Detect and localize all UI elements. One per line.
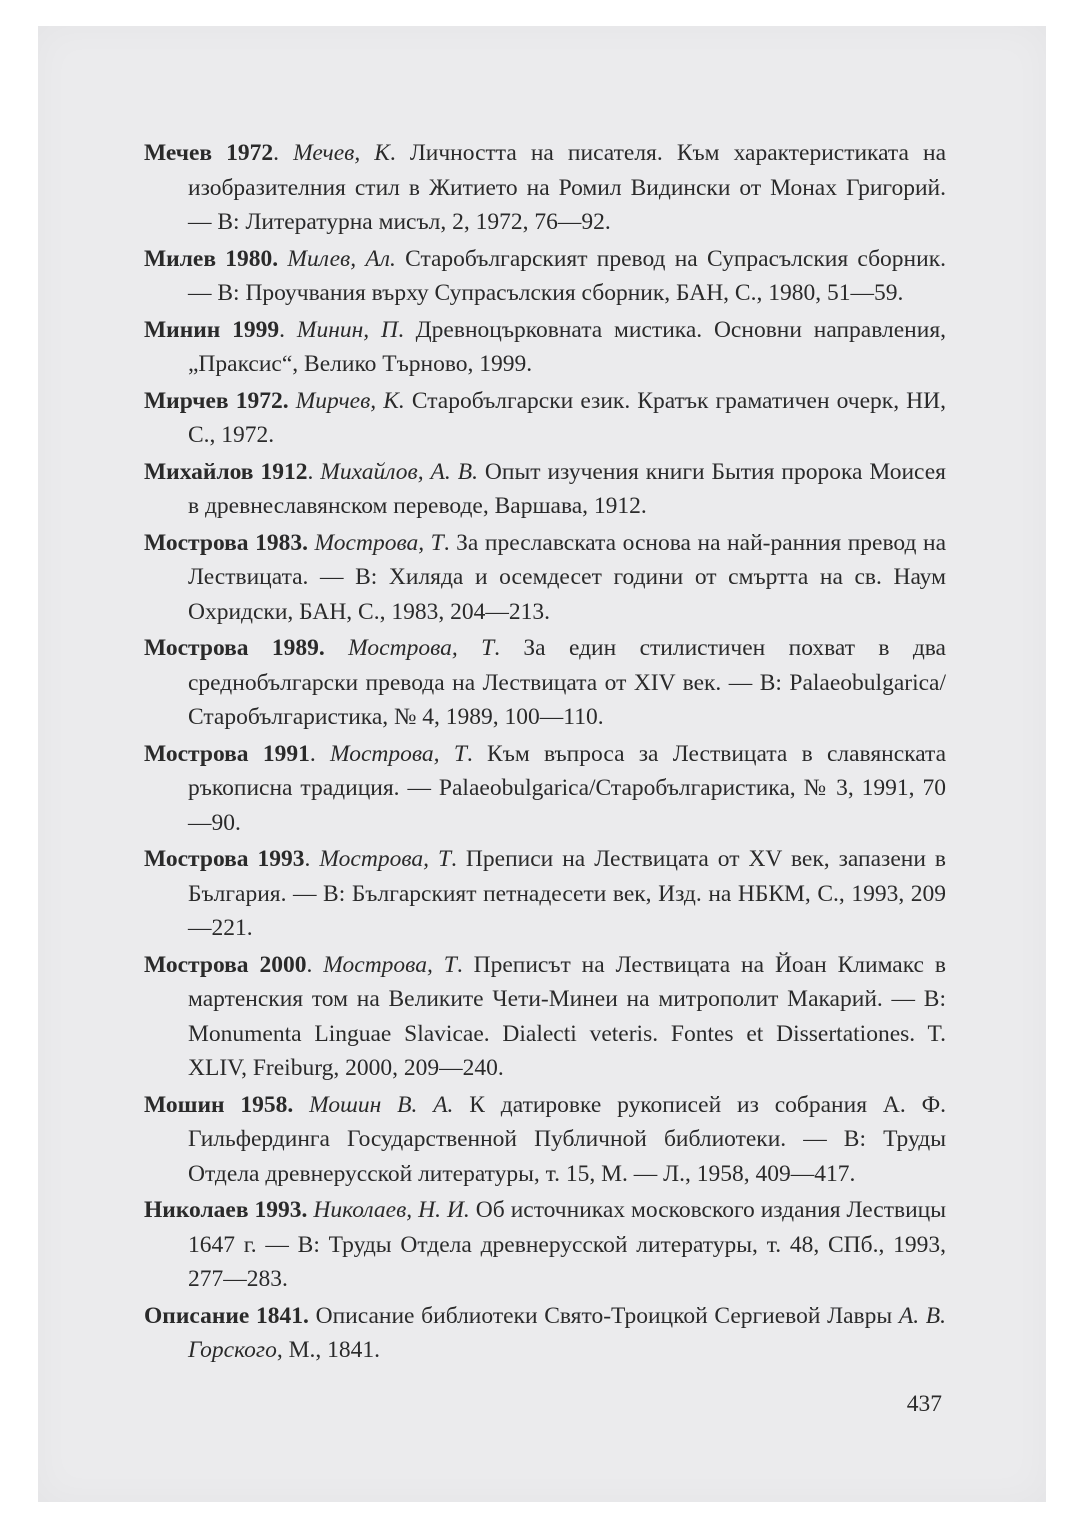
- entry-author: Мострова, Т: [323, 951, 457, 978]
- bibliography-entry-mikhaylov-1912: [144, 455, 946, 524]
- bibliography-entry-nikolaev-1993: [144, 1193, 946, 1297]
- entry-author: А. В. Горского: [188, 1302, 947, 1363]
- entry-key-punctuation: .: [304, 846, 320, 872]
- entry-key-punctuation: .: [306, 951, 324, 978]
- entry-key: Мирчев 1972.: [144, 387, 289, 414]
- bibliography-list: [144, 136, 946, 1370]
- entry-author: Михайлов, А. В.: [320, 458, 478, 485]
- entry-key-punctuation: [325, 635, 348, 661]
- bibliography-entry-mostrova-2000: [144, 948, 946, 1086]
- page-number: 437: [906, 1391, 942, 1417]
- entry-key-punctuation: [309, 1303, 316, 1329]
- entry-key-punctuation: [293, 1092, 309, 1118]
- entry-key: Николаев 1993.: [144, 1197, 308, 1223]
- entry-text: Старобългарски език. Кратък граматичен очерк, НИ, С., 1972.: [188, 387, 946, 448]
- entry-author: Мострова, Т: [314, 529, 444, 556]
- entry-key: Мострова 1993: [144, 846, 305, 872]
- entry-text: Об источниках московского издания Лествицы 1647 г. — В: Труды Отдела древнерусской литературы, т. 48, СПб., 1993, 277—283.: [188, 1197, 947, 1292]
- entry-author: Мострова, Т: [330, 740, 467, 767]
- entry-key: Мечев 1972: [144, 140, 274, 166]
- entry-text: . Преписът на Лествицата на Йоан Климакс в мартенския том на Великите Чети-Минеи на митрополит Макарий. — В: Monumenta Linguae Slavicae. Dialecti veteris. Fontes et Dissertationes. T. XLIV, Freiburg, 2000, 209—240.: [188, 951, 946, 1081]
- entry-author: Мострова, Т: [319, 846, 452, 872]
- entry-text: Описание библиотеки Свято-Троицкой Сергиевой Лавры: [315, 1302, 899, 1329]
- entry-key-punctuation: .: [307, 458, 321, 485]
- entry-key-punctuation: .: [279, 316, 297, 343]
- entry-key: Описание 1841.: [144, 1302, 309, 1329]
- bibliography-entry-minin-1999: [144, 313, 946, 382]
- entry-key-punctuation: .: [309, 740, 330, 767]
- entry-text: . Преписи на Лествицата от XV век, запазени в България. — В: Българският петнадесети век, Изд. на НБКМ, С., 1993, 209—221.: [188, 846, 946, 941]
- entry-author: Николаев, Н. И.: [313, 1197, 470, 1223]
- entry-key-punctuation: [289, 388, 296, 414]
- entry-text-continued: , М., 1841.: [276, 1337, 381, 1363]
- entry-key: Мострова 1983.: [144, 529, 308, 556]
- entry-text: . За един стилистичен похват в два среднобългарски превода на Лествицата от XIV век. — В: Palaeobulgarica/Старобългаристика, № 4, 1989, 100—110.: [188, 635, 946, 730]
- entry-text: . Древноцърковната мистика. Основни направления, „Праксис“, Велико Търново, 1999.: [188, 316, 946, 377]
- bibliography-entry-milev-1980: [144, 242, 946, 311]
- entry-text: Старобългарският превод на Супрасълския сборник. — В: Проучвания върху Супрасълския сборник, БАН, С., 1980, 51—59.: [188, 245, 947, 306]
- entry-key: Мострова 1989.: [144, 635, 325, 661]
- entry-text: . Личността на писателя. Към характеристиката на изобразителния стил в Житието на Ромил Видински от Монах Григорий. — В: Литературна мисъл, 2, 1972, 76—92.: [188, 140, 947, 235]
- bibliography-entry-mostrova-1991: [144, 737, 946, 841]
- bibliography-entry-mostrova-1989: [144, 631, 946, 735]
- entry-key: Милев 1980.: [144, 245, 279, 272]
- entry-key: Мострова 1991: [144, 740, 310, 767]
- bibliography-entry-mirchev-1972: [144, 384, 946, 453]
- entry-key-punctuation: .: [273, 140, 294, 166]
- entry-author: Милев, Ал.: [287, 245, 396, 272]
- bibliography-entry-moshin-1958: [144, 1088, 946, 1192]
- bibliography-entry-mostrova-1983: [144, 526, 946, 630]
- entry-text: . Към въпроса за Лествицата в славянската ръкописна традиция. — Palaeobulgarica/Старобългаристика, № 3, 1991, 70—90.: [188, 740, 947, 836]
- entry-key: Михайлов 1912: [144, 458, 308, 485]
- entry-text: К датировке рукописей из собрания А. Ф. Гильфердинга Государственной Публичной библиотеки. — В: Труды Отдела древнерусской литературы, т. 15, М. — Л., 1958, 409—417.: [188, 1091, 947, 1187]
- entry-author: Мечев, К: [293, 140, 390, 166]
- entry-text: . За преславската основа на най-ранния превод на Лествицата. — В: Хиляда и осемдесет години от смъртта на св. Наум Охридски, БАН, С., 1983, 204—213.: [188, 529, 947, 625]
- entry-key: Мошин 1958.: [144, 1091, 294, 1118]
- bibliography-entry-mostrova-1993: [144, 842, 946, 946]
- bibliography-entry-opisanie-1841: [144, 1299, 946, 1368]
- entry-author: Мирчев, К.: [295, 387, 405, 414]
- entry-author: Мошин В. А.: [309, 1091, 454, 1118]
- entry-text: Опыт изучения книги Бытия пророка Моисея в древнеславянском переводе, Варшава, 1912.: [188, 458, 946, 519]
- bibliography-entry-mechev-1972: [144, 136, 946, 240]
- entry-author: Мострова, Т: [348, 635, 495, 661]
- entry-key: Минин 1999: [144, 316, 280, 343]
- entry-author: Минин, П: [296, 316, 398, 343]
- entry-key: Мострова 2000: [144, 951, 307, 978]
